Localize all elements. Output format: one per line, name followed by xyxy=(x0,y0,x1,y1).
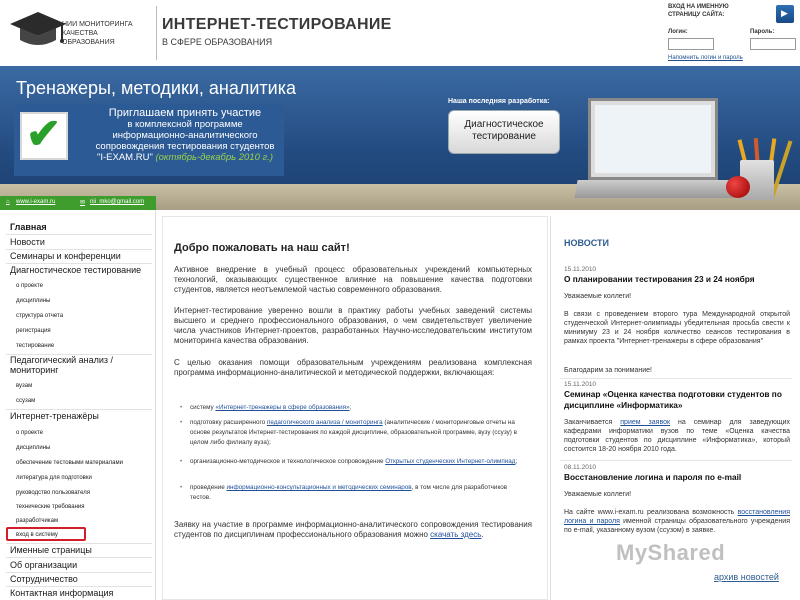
sidebar-subitem-disciplines[interactable]: дисциплины xyxy=(16,298,51,304)
diagnostic-testing-button[interactable] xyxy=(448,110,560,154)
nav-separator xyxy=(6,572,152,573)
password-label: Пароль: xyxy=(750,29,775,35)
download-link[interactable]: скачать здесь xyxy=(430,530,482,539)
sidebar-subitem-login[interactable]: вход в систему xyxy=(16,532,58,538)
sidebar-item-about-org[interactable]: Об организации xyxy=(10,560,78,570)
sidebar-item-cooperation[interactable]: Сотрудничество xyxy=(10,574,78,584)
sidebar-item-monitoring[interactable]: мониторинг xyxy=(10,365,59,375)
password-input[interactable] xyxy=(750,38,796,50)
news-separator xyxy=(560,460,792,461)
sidebar-subitem-requirements[interactable]: технические требования xyxy=(16,504,85,510)
sidebar-subitem-developers[interactable]: разработчикам xyxy=(16,518,59,524)
page-title: Добро пожаловать на наш сайт! xyxy=(174,242,350,254)
forgot-password-link[interactable]: Напомнить логин и пароль xyxy=(668,55,743,61)
sidebar-item-home[interactable]: Главная xyxy=(10,222,47,232)
sidebar-item-news[interactable]: Новости xyxy=(10,237,45,247)
site-header xyxy=(0,0,800,66)
paragraph-text: Заявку на участие в программе информационно-аналитического сопровождения тестирования студентов по дисциплинам профессионального образования можно xyxy=(174,520,532,539)
news-date: 15.11.2010 xyxy=(564,266,597,273)
nav-separator xyxy=(6,557,152,558)
invite-line5: "I-EXAM.RU" xyxy=(96,152,153,163)
news-text-part: Заканчивается xyxy=(564,419,621,426)
news-greeting: Уважаемые коллеги! xyxy=(564,293,632,300)
news-archive-link[interactable]: архив новостей xyxy=(714,572,779,582)
site-title: ИНТЕРНЕТ-ТЕСТИРОВАНИЕ xyxy=(162,16,392,33)
news-text-part: именной страницы образовательного учреждения по e-mail, указанному вузом (ссузом) в заявке. xyxy=(564,518,790,534)
logo-line2: КАЧЕСТВА ОБРАЗОВАНИЯ xyxy=(62,30,115,46)
login-label: Логин: xyxy=(668,29,688,35)
news-headline[interactable]: Восстановление логина и пароля по e-mail xyxy=(564,472,742,482)
nav-separator xyxy=(6,234,152,235)
nav-separator xyxy=(6,409,152,410)
sidebar-subitem-disciplines[interactable]: дисциплины xyxy=(16,445,51,451)
bullet-text: проведение xyxy=(190,484,227,491)
mail-icon: ✉ xyxy=(80,200,86,206)
program-paragraph: С целью оказания помощи образовательным учреждениям реализована комплексная программа информационно-аналитической и методической поддержки, включающая: xyxy=(174,358,532,377)
nav-separator xyxy=(6,543,152,544)
bullet-text: подготовку расширенного xyxy=(190,419,267,426)
sidebar-subitem-report[interactable]: структура отчета xyxy=(16,313,64,319)
graduation-cap-icon xyxy=(8,8,68,50)
news-text: В связи с проведением второго тура Международной открытой студенческой Интернет-олимпиады убедительная просьба свести к минимуму 23 и 24 ноября количество сеансов тестирования в рамках проекта "Интернет-тренажеры в сфере образования" xyxy=(564,311,790,345)
sidebar-subitem-about[interactable]: о проекте xyxy=(16,430,43,436)
sidebar-item-trainers[interactable]: Интернет-тренажёры xyxy=(10,411,99,421)
check-icon: ✔ xyxy=(26,110,62,157)
sidebar-item-diagnostic[interactable]: Диагностическое тестирование xyxy=(10,265,142,275)
watermark: MyShared xyxy=(616,540,726,565)
analysis-link[interactable]: педагогического анализа / мониторинга xyxy=(266,419,383,426)
bullet-text: , в том числе для разработчиков тестов. xyxy=(190,484,508,501)
nav-separator xyxy=(6,586,152,587)
bullet-text: (аналитические / мониторинговые отчеты на основе результатов Интернет-тестирования по каждой дисциплине, образовательной программе, вузу (ссузу) в целом либо филиалу вуза); xyxy=(190,419,517,446)
news-text-part: на семинар для заведующих кафедрами информатики вузов по теме «Оценка качества подготовки студентов по дисциплине «Информатика», который состоится 18-20 ноября 2010 года. xyxy=(564,419,790,453)
news-separator xyxy=(560,378,792,379)
login-input[interactable] xyxy=(668,38,714,50)
program-bullet xyxy=(190,457,520,467)
trainers-link[interactable]: «Интернет-тренажеры в сфере образования» xyxy=(215,404,350,411)
bullet-text: организационно-методическое и технологическое сопровождение xyxy=(190,458,386,465)
login-caption: ВХОД НА ИМЕННУЮ СТРАНИЦУ САЙТА: xyxy=(668,4,729,18)
sidebar-item-analysis[interactable]: Педагогический анализ / xyxy=(10,355,114,365)
sidebar-subitem-testing[interactable]: тестирование xyxy=(16,343,55,349)
news-thanks: Благодарим за понимание! xyxy=(564,367,652,374)
program-bullet xyxy=(190,483,520,503)
nav-separator xyxy=(6,249,152,250)
sidebar-subitem-universities[interactable]: вузам xyxy=(16,383,33,389)
news-text xyxy=(564,418,790,454)
highlight-box xyxy=(6,527,86,541)
email-link[interactable]: nii_mko@gmail.com xyxy=(90,199,145,205)
news-greeting: Уважаемые коллеги! xyxy=(564,491,632,498)
invite-line2: в комплексной программе xyxy=(127,119,243,130)
seminars-link[interactable]: информационно-консультационных и методических семинаров xyxy=(226,484,412,491)
dev-caption: Наша последняя разработка: xyxy=(448,98,550,105)
invite-line4: сопровождения тестирования студентов xyxy=(95,141,275,152)
login-submit-button[interactable] xyxy=(776,5,794,23)
paragraph-text: . xyxy=(481,530,484,539)
intro-paragraph: Активное внедрение в учебный процесс образовательных учреждений компьютерных технологий, оказывающих существенное влияние на повышение качества подготовки студентов, является неотъемлемой частью современного образования. xyxy=(174,265,532,294)
testing-paragraph: Интернет-тестирование уверенно вошли в практику работы учебных заведений системы высшего и среднего профессионального образования, о чем свидетельствует увеличение числа участников Интернет-проектов, разработанных Научно-исследовательским институтом мониторинга качества образования. xyxy=(174,306,532,345)
dev-button-line1: Диагностическое xyxy=(464,119,544,130)
banner-title: Тренажеры, методики, аналитика xyxy=(16,78,296,98)
application-paragraph xyxy=(174,520,532,540)
bullet-text: ; xyxy=(349,404,352,411)
invite-period: (октябрь-декабрь 2010 г.) xyxy=(155,152,274,163)
logo-text xyxy=(62,20,152,47)
olympiad-link[interactable]: Открытых студенческих Интернет-олимпиад xyxy=(385,458,516,465)
bullet-text: ; xyxy=(515,458,518,465)
home-icon: ⌂ xyxy=(6,199,10,205)
news-title: НОВОСТИ xyxy=(564,238,610,248)
news-headline[interactable]: О планировании тестирования 23 и 24 ноября xyxy=(564,274,755,284)
sidebar-subitem-about[interactable]: о проекте xyxy=(16,283,43,289)
logo-line1: НИИ МОНИТОРИНГА xyxy=(62,21,133,28)
news-text-part: На сайте www.i-exam.ru реализована возможность xyxy=(564,509,738,516)
login-form xyxy=(668,3,798,63)
apple-illustration xyxy=(726,176,750,198)
news-date: 15.11.2010 xyxy=(564,381,597,388)
sidebar-subitem-manual[interactable]: руководство пользователя xyxy=(16,490,90,496)
invite-line1: Приглашаем принять участие xyxy=(108,107,262,119)
invite-line3: информационно-аналитического xyxy=(112,130,258,141)
sidebar-subitem-colleges[interactable]: ссузам xyxy=(16,398,36,404)
invite-text[interactable] xyxy=(80,108,290,163)
news-text xyxy=(564,508,790,535)
news-date: 08.11.2010 xyxy=(564,464,597,471)
sidebar-item-seminars[interactable]: Семинары и конференции xyxy=(10,251,121,261)
nav-separator xyxy=(6,263,152,264)
program-bullet xyxy=(190,403,520,413)
contact-strip xyxy=(0,196,156,210)
sidebar-item-named-pages[interactable]: Именные страницы xyxy=(10,545,92,555)
program-bullet xyxy=(190,418,520,448)
laptop-illustration xyxy=(576,98,738,208)
site-link[interactable]: www.i-exam.ru xyxy=(16,199,56,205)
sidebar-subitem-literature[interactable]: литература для подготовки xyxy=(16,475,92,481)
sidebar-subitem-materials[interactable]: обеспечение тестовыми материалами xyxy=(16,460,123,466)
news-headline[interactable]: Семинар «Оценка качества подготовки студентов по дисциплине «Информатика» xyxy=(564,389,782,410)
bullet-text: систему xyxy=(190,404,216,411)
header-divider xyxy=(156,6,157,60)
site-subtitle: В СФЕРЕ ОБРАЗОВАНИЯ xyxy=(162,37,273,47)
sidebar-subitem-registration[interactable]: регистрация xyxy=(16,328,51,334)
restore-login-link[interactable]: восстановления логина и пароля xyxy=(564,509,790,525)
dev-button-line2: тестирование xyxy=(472,131,536,142)
sidebar-item-contacts[interactable]: Контактная информация xyxy=(10,588,114,598)
applications-link[interactable]: прием заявок xyxy=(620,419,671,426)
